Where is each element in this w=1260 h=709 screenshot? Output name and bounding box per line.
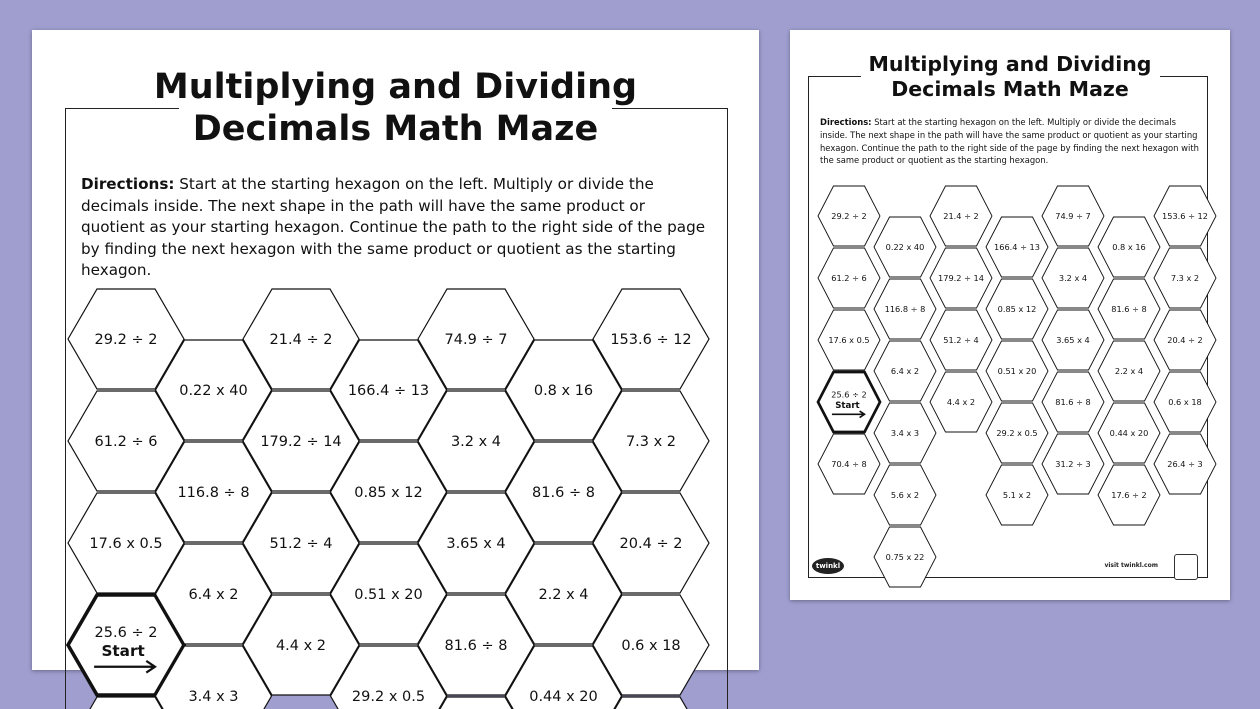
hexagon-expression: 116.8 ÷ 8 <box>177 485 250 502</box>
hexagon-expression: 5.6 x 2 <box>890 489 920 500</box>
maze-hexagon <box>1098 279 1160 339</box>
maze-hexagon <box>874 403 936 463</box>
hexagon-expression: 0.8 x 16 <box>533 383 594 400</box>
hexagon-expression: 166.4 ÷ 13 <box>994 241 1040 252</box>
hexagon-expression: 74.9 ÷ 7 <box>444 332 508 349</box>
hexagon-expression: 7.3 x 2 <box>1170 272 1200 283</box>
hexagon-expression: 81.6 ÷ 8 <box>1111 303 1147 314</box>
hexagon-expression: 21.4 ÷ 2 <box>269 332 333 349</box>
hexagon-expression: 51.2 ÷ 4 <box>943 334 979 345</box>
maze-hexagon <box>1154 372 1216 432</box>
directions-label: Directions: <box>81 175 175 193</box>
hexagon-expression: 5.1 x 2 <box>1002 489 1032 500</box>
hexagon-expression: 116.8 ÷ 8 <box>884 303 926 314</box>
hexagon-expression: 7.3 x 2 <box>625 434 677 451</box>
maze-grid <box>32 30 759 706</box>
hexagon-expression: 31.2 ÷ 3 <box>1055 458 1091 469</box>
title-line-2: Decimals Math Maze <box>179 108 612 150</box>
hexagon-expression: 0.85 x 12 <box>997 303 1037 314</box>
hexagon-expression: 4.4 x 2 <box>946 396 976 407</box>
hexagon-expression: 17.6 x 0.5 <box>828 334 870 345</box>
maze-hexagon <box>818 186 880 246</box>
maze-hexagon <box>930 186 992 246</box>
maze-hexagon <box>986 403 1048 463</box>
hexagon-expression: 3.65 x 4 <box>1056 334 1090 345</box>
hexagon-expression: 166.4 ÷ 13 <box>347 383 430 400</box>
maze-hexagon <box>986 279 1048 339</box>
hexagon-expression: 29.2 ÷ 2 <box>831 210 867 221</box>
twinkl-logo: twinkl <box>812 558 844 574</box>
hexagon-expression: 0.44 x 20 <box>1109 427 1149 438</box>
start-hexagon <box>818 372 880 432</box>
hexagon-expression: 51.2 ÷ 4 <box>269 536 333 553</box>
maze-hexagon <box>1098 403 1160 463</box>
hexagon-expression: 25.6 ÷ 2 <box>94 625 158 642</box>
hexagon-expression: 0.6 x 18 <box>1168 396 1202 407</box>
hexagon-expression: 179.2 ÷ 14 <box>938 272 984 283</box>
worksheet-page-full <box>790 30 1230 600</box>
title-line-1: Multiplying and Dividing <box>140 66 651 108</box>
maze-hexagon <box>1154 310 1216 370</box>
hexagon-expression: 3.4 x 3 <box>188 689 239 706</box>
hexagon-expression: 153.6 ÷ 12 <box>1162 210 1208 221</box>
maze-hexagon <box>1042 248 1104 308</box>
maze-hexagon <box>1098 341 1160 401</box>
maze-hexagon <box>874 341 936 401</box>
maze-hexagon <box>930 310 992 370</box>
worksheet-page-zoomed <box>32 30 759 706</box>
quality-badge-icon <box>1174 554 1198 580</box>
hexagon-expression: 21.4 ÷ 2 <box>943 210 979 221</box>
hexagon-expression: 25.6 ÷ 2 <box>831 389 867 400</box>
hexagon-expression: 153.6 ÷ 12 <box>610 332 692 349</box>
maze-hexagon <box>986 341 1048 401</box>
start-label: Start <box>101 641 145 660</box>
hexagon-expression: 0.6 x 18 <box>621 638 681 655</box>
hexagon-expression: 70.4 ÷ 8 <box>831 458 867 469</box>
hexagon-expression: 26.4 ÷ 3 <box>1167 458 1203 469</box>
hexagon-expression: 4.4 x 2 <box>275 638 327 655</box>
hexagon-expression: 29.2 x 0.5 <box>996 427 1038 438</box>
hexagon-expression: 3.2 x 4 <box>1058 272 1088 283</box>
maze-hexagon <box>1042 434 1104 494</box>
title-line-1: Multiplying and Dividing <box>861 52 1160 77</box>
maze-hexagon <box>1154 186 1216 246</box>
hexagon-expression: 29.2 x 0.5 <box>351 689 426 706</box>
hexagon-expression: 6.4 x 2 <box>188 587 239 604</box>
hexagon-expression: 6.4 x 2 <box>890 365 920 376</box>
hexagon-expression: 0.51 x 20 <box>354 587 423 604</box>
hexagon-expression: 20.4 ÷ 2 <box>1167 334 1203 345</box>
maze-hexagon <box>818 248 880 308</box>
hexagon-expression: 3.4 x 3 <box>890 427 920 438</box>
hexagon-expression: 61.2 ÷ 6 <box>94 434 158 451</box>
hexagon-expression: 0.51 x 20 <box>997 365 1037 376</box>
maze-hexagon <box>1042 310 1104 370</box>
maze-hexagon <box>1042 372 1104 432</box>
maze-hexagon <box>818 310 880 370</box>
hexagon-expression: 81.6 ÷ 8 <box>444 638 508 655</box>
maze-hexagon <box>874 465 936 525</box>
title-line-2: Decimals Math Maze <box>883 77 1137 102</box>
hexagon-expression: 74.9 ÷ 7 <box>1055 210 1091 221</box>
maze-hexagon <box>1098 217 1160 277</box>
page-footer <box>808 548 1206 588</box>
maze-hexagon <box>874 279 936 339</box>
directions-label: Directions: <box>820 117 872 127</box>
hexagon-expression: 0.8 x 16 <box>1112 241 1146 252</box>
hexagon-expression: 81.6 ÷ 8 <box>1055 396 1091 407</box>
maze-grid <box>790 30 1230 600</box>
maze-hexagon <box>986 217 1048 277</box>
hexagon-expression: 0.44 x 20 <box>529 689 598 706</box>
hexagon-expression: 81.6 ÷ 8 <box>532 485 595 502</box>
maze-hexagon <box>930 248 992 308</box>
maze-hexagon <box>818 434 880 494</box>
maze-hexagon <box>874 217 936 277</box>
directions-text: Start at the starting hexagon on the left. Multiply or divide the decimals inside. The next shape in the path will have the same product or quotient as your starting hexagon. Continue the path to the right side of the page by finding the next hexagon with the same product or quotient as the starting hexagon. <box>820 117 1199 166</box>
hexagon-expression: 20.4 ÷ 2 <box>619 536 683 553</box>
maze-hexagon <box>930 372 992 432</box>
hexagon-expression: 179.2 ÷ 14 <box>260 434 342 451</box>
start-label: Start <box>835 401 860 412</box>
hexagon-expression: 3.2 x 4 <box>450 434 502 451</box>
hexagon-expression: 17.6 ÷ 2 <box>1111 489 1147 500</box>
maze-hexagon <box>986 465 1048 525</box>
visit-link[interactable]: visit twinkl.com <box>1104 562 1158 569</box>
maze-hexagon <box>1042 186 1104 246</box>
maze-hexagon <box>1154 248 1216 308</box>
hexagon-expression: 2.2 x 4 <box>538 587 589 604</box>
hexagon-expression: 0.75 x 22 <box>885 551 925 562</box>
hexagon-expression: 0.22 x 40 <box>885 241 925 252</box>
hexagon-expression: 2.2 x 4 <box>1114 365 1144 376</box>
directions-text: Start at the starting hexagon on the left. Multiply or divide the decimals inside. The next shape in the path will have the same product or quotient as your starting hexagon. Continue the path to the right side of the page by finding the next hexagon with the same product or quotient as the starting hexagon. <box>81 175 706 279</box>
hexagon-expression: 61.2 ÷ 6 <box>831 272 867 283</box>
hexagon-expression: 0.85 x 12 <box>354 485 423 502</box>
hexagon-expression: 29.2 ÷ 2 <box>94 332 158 349</box>
hexagon-expression: 3.65 x 4 <box>446 536 506 553</box>
hexagon-expression: 0.22 x 40 <box>179 383 248 400</box>
maze-hexagon <box>1154 434 1216 494</box>
hexagon-expression: 17.6 x 0.5 <box>89 536 163 553</box>
maze-hexagon <box>1098 465 1160 525</box>
